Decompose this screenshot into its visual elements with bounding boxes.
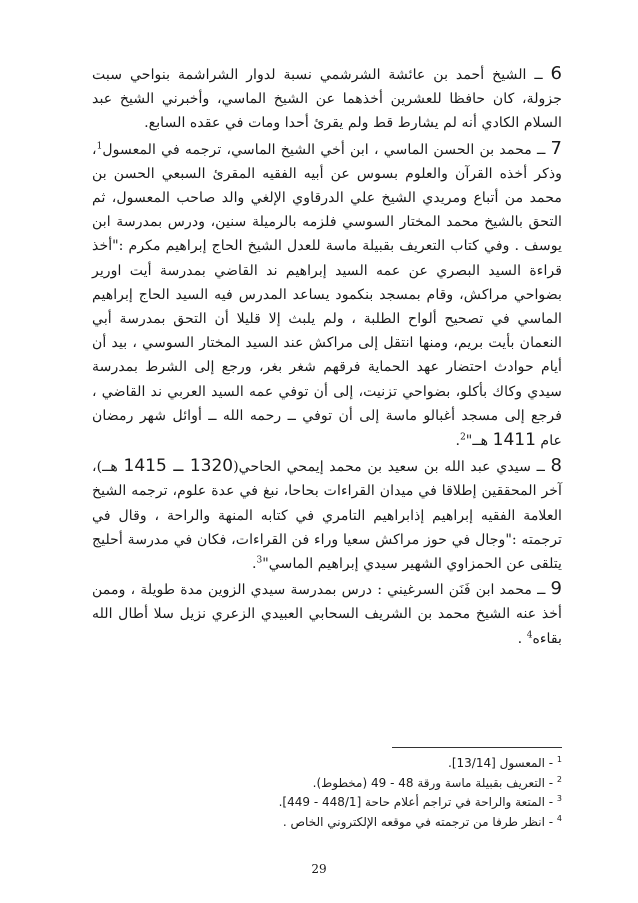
entry-text: ــ محمد بن الحسن الماسي ، ابن أخي الشيخ الماسي، ترجمه في المعسول xyxy=(102,141,551,158)
year: 1411 xyxy=(492,430,536,451)
footnote-text: - المتعة والراحة في تراجم أعلام حاحة [448/1 - 449]. xyxy=(278,795,557,809)
footnote-ref[interactable]: 3 xyxy=(256,555,263,566)
page-number: 29 xyxy=(311,862,327,876)
entry-number: 7 xyxy=(550,137,562,159)
entry-number: 8 xyxy=(550,455,562,477)
footnote-separator xyxy=(392,747,562,748)
footnote-ref[interactable]: 2 xyxy=(460,432,466,443)
entry-number: 6 xyxy=(550,63,562,84)
entry-number: 9 xyxy=(550,578,562,600)
entry-text: هــ)، آخر المحققين إطلاقا في ميدان القراءات بحاحا، نبغ في عدة علوم، ترجمه الشيخ العلامة الفقيه إبراهيم إذابراهيم التامري في كتابه المنهة والراحة ، وقال في ترجمته :"وجال في حوز مراكش سعيا وراء فن القراءات، فكان في مدرسة أحليج يتلقى عن الحمزاوي الشهير سيدي إبراهيم الماسي" xyxy=(92,459,562,573)
footnote xyxy=(92,774,562,794)
footnote-ref[interactable]: 1 xyxy=(96,140,103,151)
footnote-ref[interactable]: 4 xyxy=(526,629,533,640)
entry-text: ، وذكر أخذه القرآن والعلوم بسوس عن أبيه الفقيه المقرئ السبعي الحسن بن محمد من أتباع ومريدي الشيخ علي الدرقاوي الإلغي والد صاحب المعسول، ثم التحق بالشيخ محمد المختار السوسي فلزمه بالرميلة سنين، ودرس بمدرسة ابن يوسف . وفي كتاب التعريف بقبيلة ماسة للعدل الشيخ الحاج إبراهيم مكرم :"أخذ قراءة السيد البصري عن عمه السيد إبراهيم ند القاضي بمدرسة أيت اورير بضواحي مراكش، وقام بمسجد بنكمود يساعد المدرس فيه السيد الحاج إبراهيم الماسي في تصحيح ألواح الطلبة ، ولم يلبث إلا قليلا أن التحق بمدرسة أبي النعمان بأيت بريم، ومنها انتقل إلى مراكش عند السيد المختار السوسي ، بيد أن أيام حوادث احتضار عهد الحماية فرقهم شغر بغر، ورجع إلى الشرط بمدرسة سيدي وكاك بأكلو، بضواحي تزنيت، إلى أن توفي عمه السيد العربي ند القاضي ، فرجع إلى مسجد أغبالو ماسة إلى أن توفي ــ رحمه الله ــ أوائل شهر رمضان عام xyxy=(92,141,562,450)
footnote-number: 2 xyxy=(556,774,562,784)
entry-7 xyxy=(92,137,562,454)
entry-text: ــ محمد ابن فَنَن السرغيني : درس بمدرسة سيدي الزوين مدة طويلة ، وممن أخذ عنه الشيخ محمد بن الشريف السحابي العبيدي الزعري نزيل سلا أطال الله بقاءه xyxy=(92,582,562,647)
entry-text: ــ الشيخ أحمد بن عائشة الشرشمي نسبة لدوار الشراشمة بنواحي سبت جزولة، كان حافظا للعشرين أخذهما عن الشيخ الماسي، وأخبرني الشيخ عبد السلام الكادي أنه لم يشارط قط ولم يقرئ أحدا ومات في عقده السابع. xyxy=(92,67,562,132)
entry-9 xyxy=(92,577,562,651)
footnote-text: - انظر طرفا من ترجمته في موقعه الإلكتروني الخاص . xyxy=(282,814,557,829)
footnote xyxy=(92,813,562,833)
entry-text: . xyxy=(517,630,527,647)
footnotes xyxy=(92,754,562,832)
footnote-text: - التعريف بقبيلة ماسة ورقة 48 - 49 (مخطوط). xyxy=(312,775,557,790)
footnote-text: - المعسول [13/14]. xyxy=(448,756,557,770)
entry-text: . xyxy=(251,556,257,573)
footnote xyxy=(92,754,562,774)
main-text xyxy=(92,62,562,652)
footnote-number: 4 xyxy=(556,813,562,823)
entry-8 xyxy=(92,454,562,576)
entry-text: ــ سيدي عبد الله بن سعيد بن محمد إيمحي الحاحي( xyxy=(233,459,551,476)
entry-text: . xyxy=(455,433,461,450)
footnote xyxy=(92,793,562,813)
footnote-number: 1 xyxy=(556,755,562,764)
footnote-number: 3 xyxy=(556,794,562,803)
entry-text: هــ" xyxy=(465,433,493,450)
entry-6 xyxy=(92,62,562,136)
years: 1320 ــ 1415 xyxy=(123,456,234,477)
